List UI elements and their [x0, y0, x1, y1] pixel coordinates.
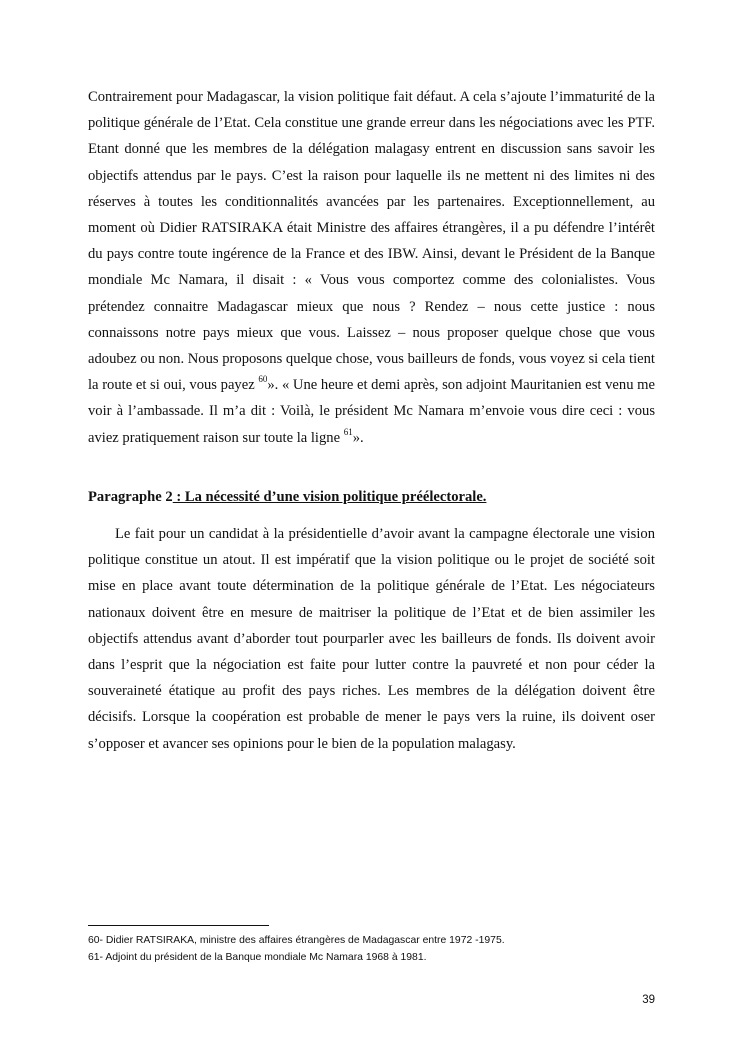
section-heading-label: Paragraphe 2 — [88, 489, 173, 505]
paragraph-1-text-a: Contrairement pour Madagascar, la vision politique fait défaut. A cela s’ajoute l’immaturité de la politique générale de l’Etat. Cela constitue une grande erreur dans les négociations avec les PTF. Etant donné que les membres de la délégation malagasy entrent en discussion sans savoir les objectifs attendus par le pays. C’est la raison pour laquelle ils ne mettent ni des limites ni des réserves à toutes les conditionnalités avancées par les partenaires. Exceptionnellement, au moment où Didier RATSIRAKA était Ministre des affaires étrangères, il a pu défendre l’intérêt du pays contre toute ingérence de la France et des IBW. Ainsi, devant le Président de la Banque mondiale Mc Namara, il disait : « Vous vous comportez comme des colonialistes. Vous prétendez connaitre Madagascar mieux que nous ? Rendez – nous cette justice : nous connaissons notre pays mieux que vous. Laissez – nous proposer quelque chose que vous adoubez ou non. Nous proposons quelque chose, vous bailleurs de fonds, vous voyez si cela tient la route et si oui, vous payez — [88, 89, 655, 394]
body-paragraph-vision-politique — [88, 84, 655, 451]
footnotes — [88, 932, 688, 966]
footnote-ref-61: 61 — [343, 426, 353, 437]
paragraph-1-text-c: ». — [352, 429, 364, 446]
page-number: 39 — [642, 994, 655, 1006]
footnote-separator — [88, 925, 269, 926]
footnote-60: 60- Didier RATSIRAKA, ministre des affaires étrangères de Madagascar entre 1972 -1975. — [88, 935, 505, 946]
body-paragraph-vision-preelectorale — [88, 521, 655, 757]
footnote-ref-60: 60 — [258, 374, 268, 385]
footnote-61: 61- Adjoint du président de la Banque mondiale Mc Namara 1968 à 1981. — [88, 952, 427, 963]
section-heading-title: : La nécessité d’une vision politique préélectorale. — [172, 489, 487, 505]
paragraph-1-text-b: ». « Une heure et demi après, son adjoint Mauritanien est venu me voir à l’ambassade. Il m’a dit : Voilà, le président Mc Namara m’envoie vous dire ceci : vous aviez pratiquement raison sur toute la ligne — [88, 377, 655, 446]
section-heading — [88, 486, 655, 508]
paragraph-2-text: Le fait pour un candidat à la présidentielle d’avoir avant la campagne électorale une vision politique constitue un atout. Il est impératif que la vision politique ou le projet de société soit mise en place avant toute détermination de la politique générale de l’Etat. Les négociateurs nationaux doivent être en mesure de maitriser la politique de l’Etat et de bien assimiler les objectifs attendus avant d’aborder tout pourparler avec les bailleurs de fonds. Ils doivent avoir dans l’esprit que la négociation est faite pour lutter contre la pauvreté et non pour céder la souveraineté étatique au profit des pays riches. Les membres de la délégation doivent être décisifs. Lorsque la coopération est probable de mener le pays vers la ruine, ils doivent oser s’opposer et avancer ses opinions pour le bien de la population malagasy. — [88, 526, 655, 752]
